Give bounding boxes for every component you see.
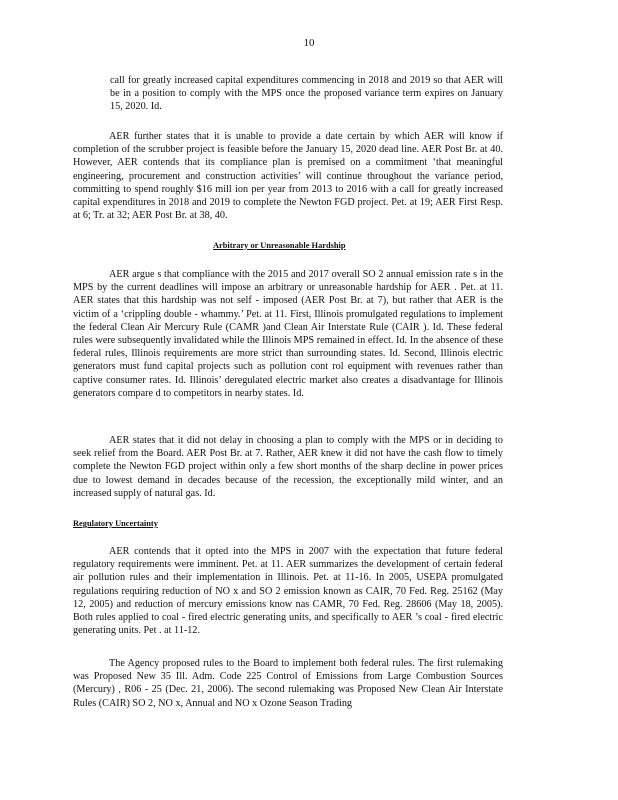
paragraph-2 <box>73 130 503 222</box>
paragraph-text: The Agency proposed rules to the Board to implement both federal rules. The first rulemaking was Proposed New 35 Ill. Adm. Code 225 Control of Emissions from Large Combustion Sources (Mercury) , R06 - 25 (Dec. 21, 2006). The second rulemaking was Proposed New Clean Air Interstate Rules (CAIR) SO 2, NO x, Annual and NO x Ozone Season Trading <box>73 658 503 709</box>
paragraph-text: AER contends that it opted into the MPS in 2007 with the expectation that future federal regulatory requirements were imminent. Pet. at 11. AER summarizes the development of certain federal air pollution rules and their implementation in Illinois. Pet. at 11-16. In 2005, USEPA promulgated regulations requiring reduction of NO x and SO 2 emission known as CAIR, 70 Fed. Reg. 25162 (May 12, 2005) and reduction of mercury emissions know nas CAMR, 70 Fed. Reg. 28606 (May 18, 2005). Both rules applied to coal - fired electric generating units, and specifically to AER ’s coal - fired electric generating units. Pet . at 11-12. <box>73 546 503 637</box>
paragraph-text: AER further states that it is unable to provide a date certain by which AER will know if completion of the scrubber project is feasible before the January 15, 2020 dead line. AER Post Br. at 40. However, AER contends that its compliance plan is premised on a commitment ‘that meaningful engineering, procurement and construction activities’ will continue throughout the variance period, committing to spend roughly $16 mill ion per year from 2013 to 2016 with a call for greatly increased capital expenditures in 2018 and 2019 to complete the Newton FGD project. Pet. at 19; AER First Resp. at 6; Tr. at 32; AER Post Br. at 38, 40. <box>73 131 503 222</box>
heading-text: Arbitrary or Unreasonable Hardship <box>213 241 346 250</box>
paragraph-text: call for greatly increased capital expenditures commencing in 2018 and 2019 so that AER will be in a position to comply with the MPS once the proposed variance term expires on January 15, 2020. Id. <box>110 75 503 113</box>
section-heading-arbitrary-hardship <box>213 241 389 250</box>
heading-text: Regulatory Uncertainty <box>73 519 158 528</box>
paragraph-5 <box>73 545 503 637</box>
paragraph-4 <box>73 434 503 500</box>
paragraph-6 <box>73 657 503 710</box>
page-number: 10 <box>303 37 315 49</box>
section-heading-regulatory-uncertainty <box>73 519 195 528</box>
paragraph-text: AER states that it did not delay in choosing a plan to comply with the MPS or in deciding to seek relief from the Board. AER Post Br. at 7. Rather, AER knew it did not have the cash flow to timely complete the Newton FGD project within only a few short months of the sharp decline in power prices due to lowest demand in decades because of the recession, the exceptionally mild winter, and an increased supply of natural gas. Id. <box>73 435 503 499</box>
paragraph-3 <box>73 268 503 400</box>
paragraph-1 <box>110 74 503 114</box>
paragraph-text: AER argue s that compliance with the 2015 and 2017 overall SO 2 annual emission rate s in the MPS by the current deadlines will impose an arbitrary or unreasonable hardship for AER . Pet. at 11. AER states that this hardship was not self - imposed (AER Post Br. at 7), but rather that AER is the victim of a ‘crippling double - whammy.’ Pet. at 11. First, Illinois promulgated regulations to implement the federal Clean Air Mercury Rule (CAMR )and Clean Air Interstate Rule (CAIR ). Id. These federal rules were subsequently invalidated while the Illinois MPS remained in effect. Id. In the absence of these federal rules, Illinois requirements are more strict than surrounding states. Id. Second, Illinois electric generators must fund capital projects such as pollution cont rol equipment with revenues rather than captive consumer rates. Id. Illinois’ deregulated electric market also creates a disadvantage for Illinois generators compare d to competitors in nearby states. Id. <box>73 269 503 399</box>
